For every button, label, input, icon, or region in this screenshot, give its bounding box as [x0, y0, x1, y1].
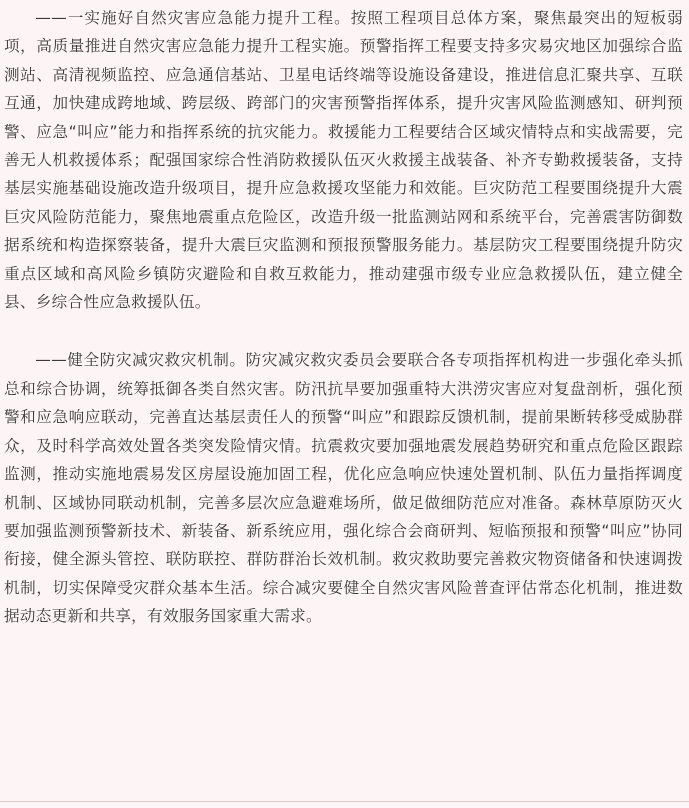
- article-paragraph-2: ——健全防灾减灾救灾机制。防灾减灾救灾委员会要联合各专项指挥机构进一步强化牵头抓总和综合协调，统筹抵御各类自然灾害。防汛抗旱要加强重特大洪涝灾害应对复盘剖析，强化预警和应急响应联动，完善直达基层责任人的预警“叫应”和跟踪反馈机制，提前果断转移受威胁群众，及时科学高效处置各类突发险情灾情。抗震救灾要加强地震发展趋势研究和重点危险区跟踪监测，推动实施地震易发区房屋设施加固工程，优化应急响应快速处置机制、队伍力量指挥调度机制、区域协同联动机制，完善多层次应急避难场所，做足做细防范应对准备。森林草原防灭火要加强监测预警新技术、新装备、新系统应用，强化综合会商研判、短临预报和预警“叫应”协同衔接，健全源头管控、联防联控、群防群治长效机制。救灾救助要完善救灾物资储备和快速调拨机制，切实保障受灾群众基本生活。综合减灾要健全自然灾害风险普查评估常态化机制，推进数据动态更新和共享，有效服务国家重大需求。: [4, 351, 683, 626]
- article-paragraph-1: ——一实施好自然灾害应急能力提升工程。按照工程项目总体方案，聚焦最突出的短板弱项，高质量推进自然灾害应急能力提升工程实施。预警指挥工程要支持多灾易灾地区加强综合监测站、高清视频监控、应急通信基站、卫星电话终端等设施设备建设，推进信息汇聚共享、互联互通，加快建成跨地域、跨层级、跨部门的灾害预警指挥体系，提升灾害风险监测感知、研判预警、应急“叫应”能力和指挥系统的抗灾能力。救援能力工程要结合区域灾情特点和实战需要，完善无人机救援体系；配强国家综合性消防救援队伍灭火救援主战装备、补齐专勤救援装备，支持基层实施基础设施改造升级项目，提升应急救援攻坚能力和效能。巨灾防范工程要围绕提升大震巨灾风险防范能力，聚焦地震重点危险区，改造升级一批监测站网和系统平台，完善震害防御数据系统和构造探察装备，提升大震巨灾监测和预报预警服务能力。基层防灾工程要围绕提升防灾重点区域和高风险乡镇防灾避险和自救互救能力，推动建强市级专业应急救援队伍，建立健全县、乡综合性应急救援队伍。: [4, 9, 683, 312]
- section-divider: [0, 801, 689, 802]
